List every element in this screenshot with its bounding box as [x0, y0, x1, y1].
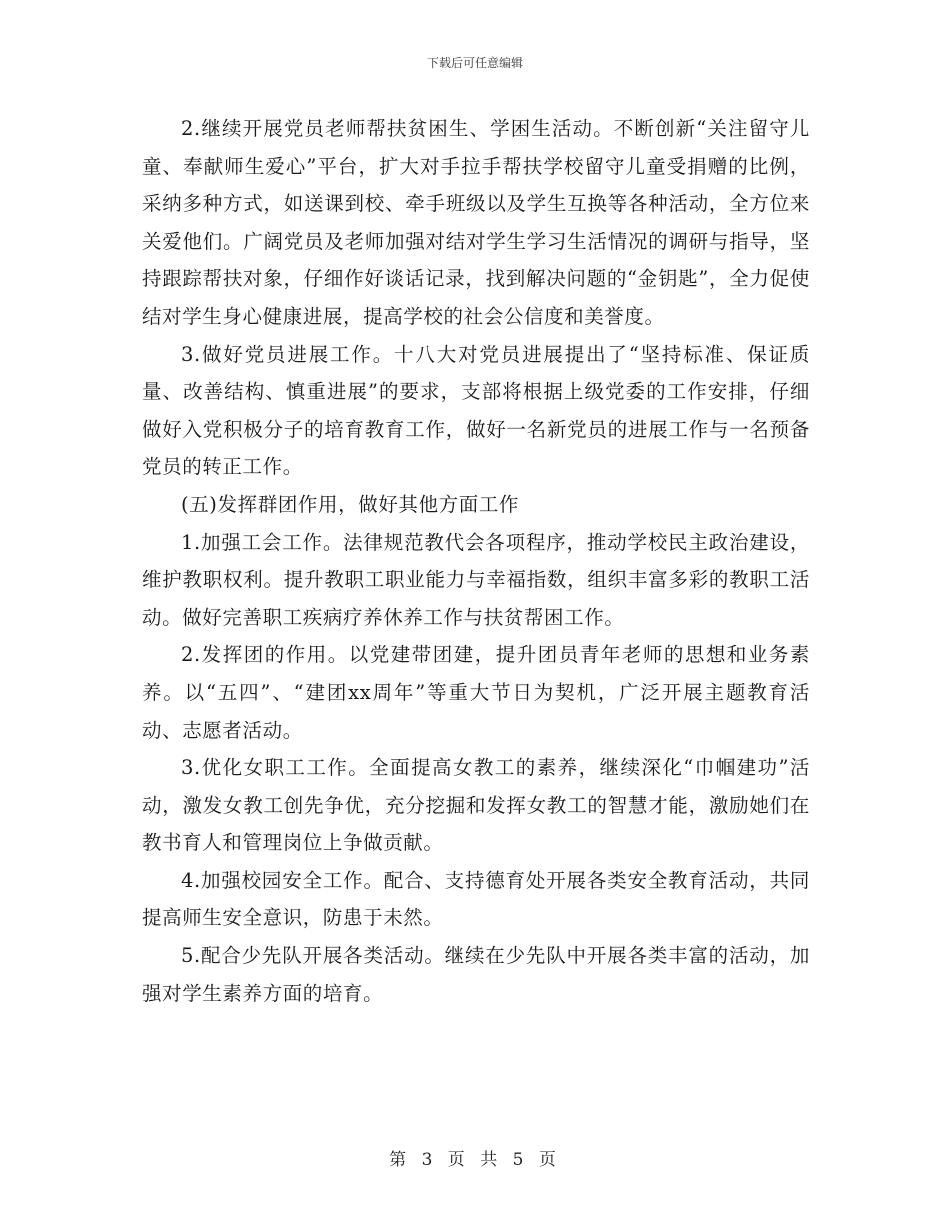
paragraph-female-staff: 3.优化女职工工作。全面提高女教工的素养，继续深化“巾帼建功”活动，激发女教工创先争优，充分挖掘和发挥女教工的智慧才能，激励她们在教书育人和管理岗位上争做贡献。	[142, 756, 810, 855]
paragraph-party-member-development: 3.做好党员进展工作。十八大对党员进展提出了“坚持标准、保证质量、改善结构、慎重进展”的要求，支部将根据上级党委的工作安排，仔细做好入党积极分子的培育教育工作，做好一名新党员的进展工作与一名预备党员的转正工作。	[142, 342, 810, 479]
paragraph-young-pioneers: 5.配合少先队开展各类活动。继续在少先队中开展各类丰富的活动，加强对学生素养方面的培育。	[142, 944, 810, 1005]
paragraph-party-member-assistance: 2.继续开展党员老师帮扶贫困生、学困生活动。不断创新“关注留守儿童、奉献师生爱心”平台，扩大对手拉手帮扶学校留守儿童受捐赠的比例，采纳多种方式，如送课到校、牵手班级以及学生互换等各种活动，全方位来关爱他们。广阔党员及老师加强对结对学生学习生活情况的调研与指导，坚持跟踪帮扶对象，仔细作好谈话记录，找到解决问题的“金钥匙”，全力促使结对学生身心健康进展，提高学校的社会公信度和美誉度。	[142, 117, 810, 328]
section-heading-mass-organizations: (五)发挥群团作用，做好其他方面工作	[181, 492, 520, 516]
paragraph-labor-union: 1.加强工会工作。法律规范教代会各项程序，推动学校民主政治建设，维护教职权利。提升教职工职业能力与幸福指数，组织丰富多彩的教职工活动。做好完善职工疾病疗养休养工作与扶贫帮困工作。	[142, 530, 810, 629]
paragraph-youth-league: 2.发挥团的作用。以党建带团建，提升团员青年老师的思想和业务素养。以“五四”、“建团xx周年”等重大节日为契机，广泛开展主题教育活动、志愿者活动。	[142, 643, 810, 742]
document-body	[142, 110, 810, 1012]
paragraph-campus-safety: 4.加强校园安全工作。配合、支持德育处开展各类安全教育活动，共同提高师生安全意识，防患于未然。	[142, 868, 810, 930]
page-header: 下载后可任意编辑	[426, 56, 523, 70]
page-number: 第 3 页 共 5 页	[389, 1150, 561, 1170]
